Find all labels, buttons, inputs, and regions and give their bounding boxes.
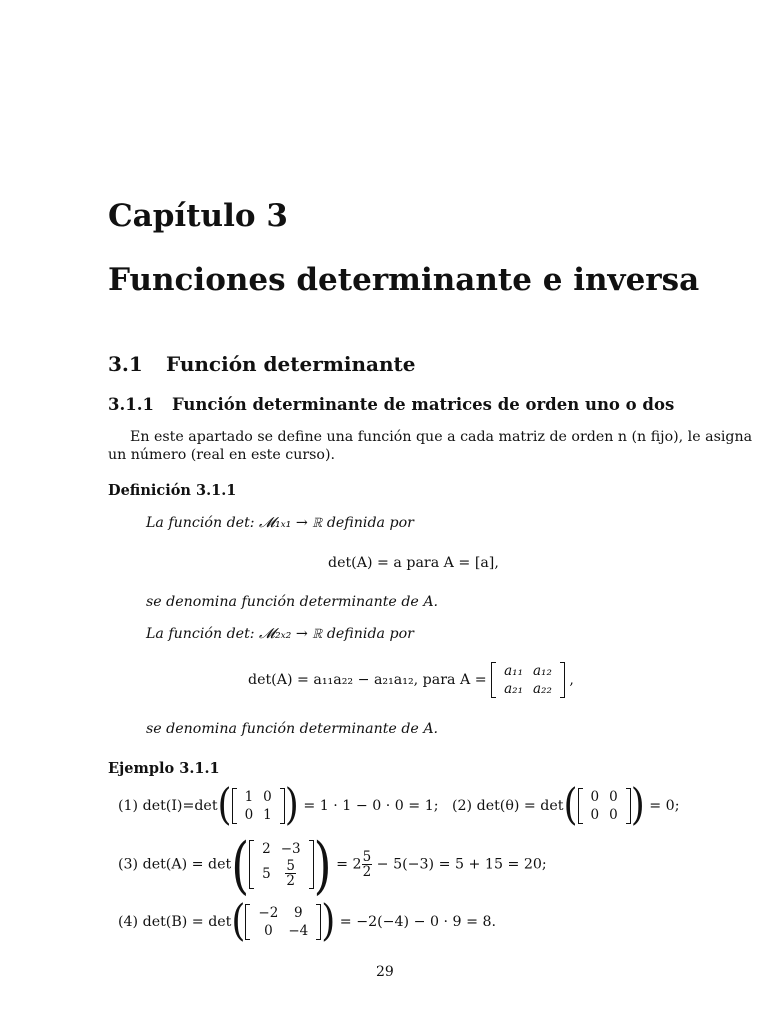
- matrix-cell: 0: [590, 789, 600, 805]
- section-title: Función determinante: [166, 352, 416, 376]
- right-paren: ): [630, 780, 645, 830]
- page-number: 29: [376, 964, 394, 980]
- matrix-cell: a₂₁: [504, 681, 523, 697]
- right-paren: ): [321, 896, 336, 946]
- matrix-cell: 0: [609, 789, 618, 805]
- e4-left: (4) det(B) = det: [118, 914, 232, 930]
- matrix-cell: a₁₂: [533, 663, 552, 679]
- matrix-cell: a₂₂: [533, 681, 552, 697]
- eq2-end: ,: [569, 672, 574, 688]
- matrix-fraction: $\frac{5}{2}$: [286, 858, 295, 889]
- subsection-heading: [108, 395, 674, 414]
- definition-p1: La función det: 𝓜₁ₓ₁ → ℝ definida por: [146, 515, 414, 531]
- matrix-cell: 0: [609, 807, 618, 823]
- left-paren: (: [231, 896, 246, 946]
- matrix-cell: 0: [590, 807, 600, 823]
- definition-p4: se denomina función determinante de A.: [146, 721, 439, 737]
- subsection-title: Función determinante de matrices de orden uno o dos: [172, 395, 675, 414]
- example-2: [452, 780, 680, 830]
- chapter-label: Capítulo 3: [108, 198, 288, 234]
- zero-matrix: [578, 788, 631, 824]
- section-number: 3.1: [108, 352, 143, 376]
- right-paren: ): [284, 780, 299, 830]
- left-paren: (: [563, 780, 578, 830]
- matrix-cell: 0: [263, 789, 272, 805]
- e3-left: (3) det(A) = det: [118, 856, 232, 873]
- matrix-cell: −2: [258, 905, 279, 921]
- definition-p3: La función det: 𝓜₂ₓ₂ → ℝ definida por: [146, 626, 414, 642]
- e1-left: (1) det(I)=det: [118, 798, 218, 814]
- e1-right: = 1 · 1 − 0 · 0 = 1;: [303, 798, 439, 814]
- matrix-cell: 9: [293, 905, 303, 921]
- matrix-cell: −3: [280, 841, 301, 857]
- section-heading: [108, 352, 416, 376]
- subsection-number: 3.1.1: [108, 395, 154, 414]
- e2-right: = 0;: [649, 798, 680, 814]
- definition-eq2: [248, 662, 574, 698]
- matrix-cell: [276, 858, 306, 889]
- inline-fraction: $\frac{5}{2}$: [362, 849, 372, 880]
- example-4: [118, 896, 497, 946]
- matrix-b: [245, 904, 321, 940]
- chapter-title: Funciones determinante e inversa: [108, 262, 700, 298]
- definition-p2: se denomina función determinante de A.: [146, 594, 439, 610]
- example-heading: Ejemplo 3.1.1: [108, 760, 220, 777]
- matrix-a-general: [491, 662, 565, 698]
- eq2-left: det(A) = a₁₁a₂₂ − a₂₁a₁₂, para A =: [248, 672, 487, 688]
- e3-mid: = 2: [336, 856, 362, 873]
- right-paren: ): [313, 828, 332, 901]
- e2-left: (2) det(θ) = det: [452, 798, 564, 814]
- matrix-cell: 1: [244, 789, 254, 805]
- example-1: [118, 780, 439, 830]
- matrix-a: [249, 840, 314, 889]
- matrix-cell: 1: [263, 807, 272, 823]
- e4-right: = −2(−4) − 0 · 9 = 8.: [339, 914, 497, 930]
- matrix-cell: −4: [288, 923, 309, 939]
- matrix-cell: a₁₁: [504, 663, 523, 679]
- e3-right: − 5(−3) = 5 + 15 = 20;: [376, 856, 547, 873]
- definition-heading: Definición 3.1.1: [108, 482, 237, 499]
- intro-line-2: un número (real en este curso).: [108, 447, 336, 463]
- matrix-cell: 2: [262, 841, 271, 857]
- matrix-cell: 5: [262, 865, 271, 882]
- identity-matrix: [232, 788, 285, 824]
- left-paren: (: [231, 828, 250, 901]
- example-3: [118, 828, 547, 901]
- left-paren: (: [217, 780, 232, 830]
- definition-eq1: det(A) = a para A = [a],: [328, 555, 499, 571]
- matrix-cell: 0: [244, 807, 254, 823]
- intro-line-1: En este apartado se define una función que a cada matriz de orden n (n fijo), le asigna: [130, 429, 753, 445]
- matrix-cell: 0: [264, 923, 273, 939]
